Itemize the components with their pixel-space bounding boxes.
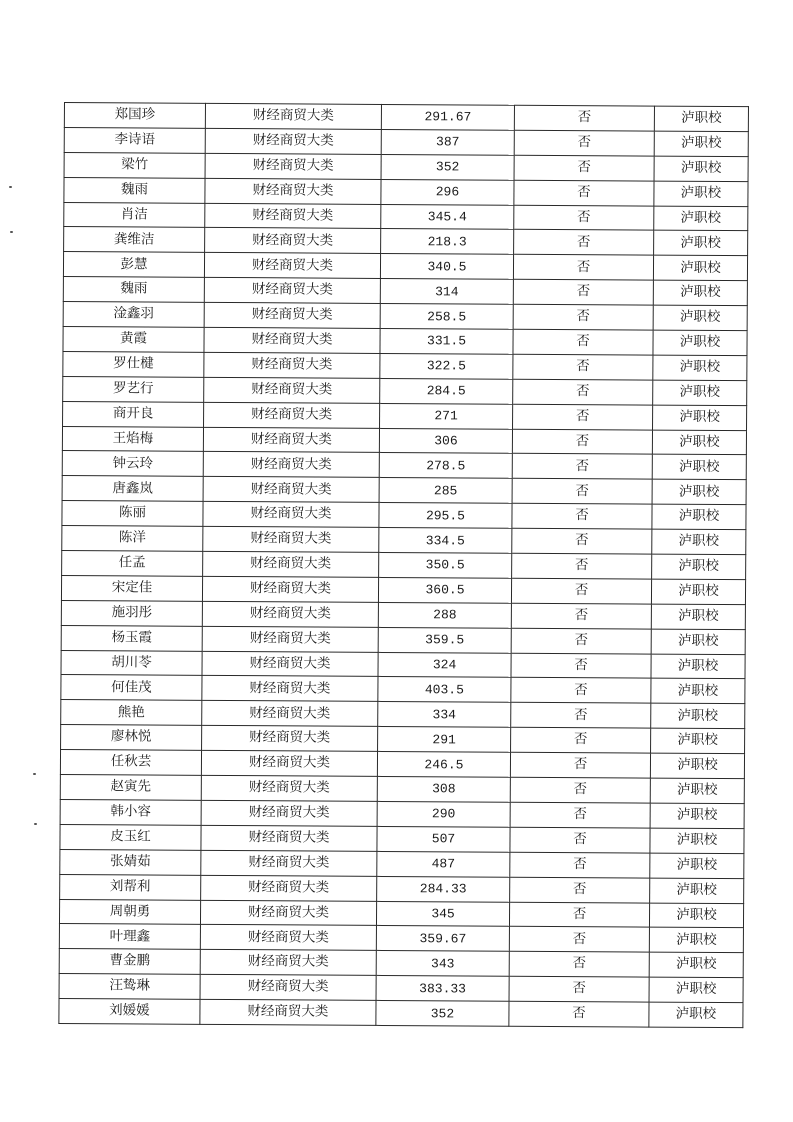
flag-cell: 否 <box>512 479 652 505</box>
score-cell: 284.5 <box>380 378 513 404</box>
name-cell: 任孟 <box>62 551 203 577</box>
name-cell: 魏雨 <box>63 277 204 303</box>
flag-cell: 否 <box>510 852 650 878</box>
school-cell: 泸职校 <box>653 280 747 305</box>
scan-speck <box>33 773 36 775</box>
score-cell: 324 <box>378 652 511 678</box>
name-cell: 唐鑫岚 <box>62 476 203 502</box>
score-cell: 352 <box>381 154 514 180</box>
category-cell: 财经商贸大类 <box>205 103 381 129</box>
category-cell: 财经商贸大类 <box>203 477 379 503</box>
flag-cell: 否 <box>514 130 654 156</box>
flag-cell: 否 <box>513 304 653 330</box>
category-cell: 财经商贸大类 <box>202 576 378 602</box>
flag-cell: 否 <box>511 628 651 654</box>
school-cell: 泸职校 <box>651 579 745 604</box>
school-cell: 泸职校 <box>650 828 744 853</box>
school-cell: 泸职校 <box>649 977 743 1002</box>
name-cell: 宋定佳 <box>61 575 202 601</box>
name-cell: 陈丽 <box>62 501 203 527</box>
flag-cell: 否 <box>510 827 650 853</box>
name-cell: 皮玉红 <box>60 824 201 850</box>
name-cell: 王焰梅 <box>62 426 203 452</box>
school-cell: 泸职校 <box>653 380 747 405</box>
category-cell: 财经商贸大类 <box>202 701 378 727</box>
score-cell: 360.5 <box>378 577 511 603</box>
category-cell: 财经商贸大类 <box>202 651 378 677</box>
flag-cell: 否 <box>510 752 650 778</box>
category-cell: 财经商贸大类 <box>205 128 381 154</box>
category-cell: 财经商贸大类 <box>205 228 381 254</box>
school-cell: 泸职校 <box>649 952 743 977</box>
score-cell: 350.5 <box>379 552 512 578</box>
category-cell: 财经商贸大类 <box>203 526 379 552</box>
category-cell: 财经商贸大类 <box>200 925 376 951</box>
score-cell: 359.67 <box>376 926 509 952</box>
flag-cell: 否 <box>512 503 652 529</box>
flag-cell: 否 <box>513 279 653 305</box>
name-cell: 商开良 <box>63 401 204 427</box>
score-cell: 387 <box>381 129 514 155</box>
category-cell: 财经商贸大类 <box>202 676 378 702</box>
school-cell: 泸职校 <box>652 529 746 554</box>
flag-cell: 否 <box>514 180 654 206</box>
name-cell: 黄霞 <box>63 327 204 353</box>
flag-cell: 否 <box>513 379 653 405</box>
school-cell: 泸职校 <box>654 106 748 131</box>
name-cell: 杨玉霞 <box>61 625 202 651</box>
category-cell: 财经商贸大类 <box>205 153 381 179</box>
name-cell: 汪鸷琳 <box>59 974 200 1000</box>
school-cell: 泸职校 <box>654 231 748 256</box>
school-cell: 泸职校 <box>653 355 747 380</box>
flag-cell: 否 <box>513 329 653 355</box>
flag-cell: 否 <box>509 927 649 953</box>
category-cell: 财经商贸大类 <box>201 751 377 777</box>
score-cell: 291 <box>378 727 511 753</box>
score-cell: 271 <box>380 403 513 429</box>
flag-cell: 否 <box>514 155 654 181</box>
school-cell: 泸职校 <box>651 654 745 679</box>
scan-speck <box>10 231 13 233</box>
flag-cell: 否 <box>514 230 654 256</box>
category-cell: 财经商贸大类 <box>202 601 378 627</box>
scan-speck <box>9 186 12 188</box>
flag-cell: 否 <box>511 578 651 604</box>
category-cell: 财经商贸大类 <box>203 502 379 528</box>
flag-cell: 否 <box>511 678 651 704</box>
score-cell: 334.5 <box>379 528 512 554</box>
score-cell: 345 <box>376 901 509 927</box>
school-cell: 泸职校 <box>653 405 747 430</box>
category-cell: 财经商贸大类 <box>202 726 378 752</box>
score-cell: 352 <box>376 1000 509 1026</box>
category-cell: 财经商贸大类 <box>203 452 379 478</box>
school-cell: 泸职校 <box>650 803 744 828</box>
school-cell: 泸职校 <box>650 753 744 778</box>
school-cell: 泸职校 <box>653 255 747 280</box>
score-cell: 403.5 <box>378 677 511 703</box>
score-cell: 345.4 <box>381 204 514 230</box>
school-cell: 泸职校 <box>649 927 743 952</box>
name-cell: 赵寅先 <box>60 775 201 801</box>
flag-cell: 否 <box>511 603 651 629</box>
name-cell: 肖洁 <box>64 202 205 228</box>
name-cell: 龚维洁 <box>64 227 205 253</box>
school-cell: 泸职校 <box>653 330 747 355</box>
category-cell: 财经商贸大类 <box>201 775 377 801</box>
school-cell: 泸职校 <box>651 679 745 704</box>
score-cell: 288 <box>378 602 511 628</box>
school-cell: 泸职校 <box>654 206 748 231</box>
score-cell: 343 <box>376 951 509 977</box>
school-cell: 泸职校 <box>652 455 746 480</box>
name-cell: 任秋芸 <box>60 750 201 776</box>
score-cell: 258.5 <box>380 304 513 330</box>
name-cell: 郑国珍 <box>64 103 205 129</box>
name-cell: 刘媛媛 <box>59 999 200 1025</box>
score-cell: 278.5 <box>379 453 512 479</box>
score-cell: 308 <box>377 776 510 802</box>
category-cell: 财经商贸大类 <box>204 352 380 378</box>
scan-speck <box>34 823 37 825</box>
score-cell: 359.5 <box>378 627 511 653</box>
school-cell: 泸职校 <box>651 728 745 753</box>
flag-cell: 否 <box>509 976 649 1002</box>
name-cell: 陈洋 <box>62 526 203 552</box>
name-cell: 钟云玲 <box>62 451 203 477</box>
name-cell: 罗仕楗 <box>63 351 204 377</box>
name-cell: 李诗语 <box>64 127 205 153</box>
flag-cell: 否 <box>509 952 649 978</box>
category-cell: 财经商贸大类 <box>201 800 377 826</box>
flag-cell: 否 <box>511 703 651 729</box>
table-body <box>59 103 749 1028</box>
score-cell: 383.33 <box>376 976 509 1002</box>
school-cell: 泸职校 <box>650 778 744 803</box>
school-cell: 泸职校 <box>652 504 746 529</box>
flag-cell: 否 <box>512 429 652 455</box>
school-cell: 泸职校 <box>651 629 745 654</box>
name-cell: 曹金鹏 <box>59 949 200 975</box>
school-cell: 泸职校 <box>651 703 745 728</box>
flag-cell: 否 <box>513 255 653 281</box>
flag-cell: 否 <box>512 553 652 579</box>
school-cell: 泸职校 <box>651 604 745 629</box>
name-cell: 胡川苓 <box>61 650 202 676</box>
category-cell: 财经商贸大类 <box>201 825 377 851</box>
score-cell: 290 <box>377 801 510 827</box>
category-cell: 财经商贸大类 <box>200 975 376 1001</box>
category-cell: 财经商贸大类 <box>200 900 376 926</box>
name-cell: 何佳茂 <box>61 675 202 701</box>
category-cell: 财经商贸大类 <box>201 875 377 901</box>
category-cell: 财经商贸大类 <box>205 203 381 229</box>
flag-cell: 否 <box>509 902 649 928</box>
school-cell: 泸职校 <box>650 878 744 903</box>
name-cell: 刘帮利 <box>60 874 201 900</box>
score-cell: 314 <box>380 279 513 305</box>
school-cell: 泸职校 <box>649 903 743 928</box>
school-cell: 泸职校 <box>654 156 748 181</box>
category-cell: 财经商贸大类 <box>204 253 380 279</box>
name-cell: 张婧茹 <box>60 849 201 875</box>
category-cell: 财经商贸大类 <box>204 278 380 304</box>
score-cell: 507 <box>377 826 510 852</box>
school-cell: 泸职校 <box>652 479 746 504</box>
flag-cell: 否 <box>510 777 650 803</box>
name-cell: 魏雨 <box>64 177 205 203</box>
name-cell: 彭慧 <box>63 252 204 278</box>
name-cell: 廖林悦 <box>61 725 202 751</box>
flag-cell: 否 <box>513 354 653 380</box>
school-cell: 泸职校 <box>649 1002 743 1027</box>
flag-cell: 否 <box>514 205 654 231</box>
name-cell: 韩小容 <box>60 799 201 825</box>
category-cell: 财经商贸大类 <box>203 551 379 577</box>
score-cell: 246.5 <box>377 752 510 778</box>
name-cell: 叶理鑫 <box>59 924 200 950</box>
school-cell: 泸职校 <box>650 853 744 878</box>
school-cell: 泸职校 <box>654 131 748 156</box>
flag-cell: 否 <box>511 653 651 679</box>
score-cell: 487 <box>377 851 510 877</box>
score-cell: 218.3 <box>381 229 514 255</box>
score-cell: 285 <box>379 478 512 504</box>
name-cell: 周朝勇 <box>59 899 200 925</box>
flag-cell: 否 <box>510 877 650 903</box>
category-cell: 财经商贸大类 <box>204 327 380 353</box>
category-cell: 财经商贸大类 <box>205 178 381 204</box>
flag-cell: 否 <box>512 454 652 480</box>
name-cell: 梁竹 <box>64 152 205 178</box>
score-cell: 331.5 <box>380 328 513 354</box>
score-cell: 340.5 <box>380 254 513 280</box>
table-row <box>59 999 743 1028</box>
score-cell: 306 <box>379 428 512 454</box>
flag-cell: 否 <box>509 1001 649 1027</box>
flag-cell: 否 <box>513 404 653 430</box>
category-cell: 财经商贸大类 <box>204 302 380 328</box>
flag-cell: 否 <box>512 528 652 554</box>
school-cell: 泸职校 <box>653 305 747 330</box>
score-cell: 284.33 <box>377 876 510 902</box>
category-cell: 财经商贸大类 <box>201 850 377 876</box>
school-cell: 泸职校 <box>652 430 746 455</box>
school-cell: 泸职校 <box>654 181 748 206</box>
flag-cell: 否 <box>514 105 654 131</box>
category-cell: 财经商贸大类 <box>202 626 378 652</box>
category-cell: 财经商贸大类 <box>200 950 376 976</box>
results-table <box>58 102 749 1028</box>
score-cell: 322.5 <box>380 353 513 379</box>
score-cell: 296 <box>381 179 514 205</box>
scanned-page <box>58 102 722 1028</box>
name-cell: 施羽彤 <box>61 600 202 626</box>
flag-cell: 否 <box>510 802 650 828</box>
category-cell: 财经商贸大类 <box>203 427 379 453</box>
category-cell: 财经商贸大类 <box>200 999 376 1025</box>
category-cell: 财经商贸大类 <box>204 402 380 428</box>
name-cell: 熊艳 <box>61 700 202 726</box>
score-cell: 295.5 <box>379 503 512 529</box>
name-cell: 淦鑫羽 <box>63 302 204 328</box>
name-cell: 罗艺行 <box>63 376 204 402</box>
category-cell: 财经商贸大类 <box>204 377 380 403</box>
score-cell: 291.67 <box>381 104 514 130</box>
flag-cell: 否 <box>511 728 651 754</box>
score-cell: 334 <box>378 702 511 728</box>
school-cell: 泸职校 <box>652 554 746 579</box>
